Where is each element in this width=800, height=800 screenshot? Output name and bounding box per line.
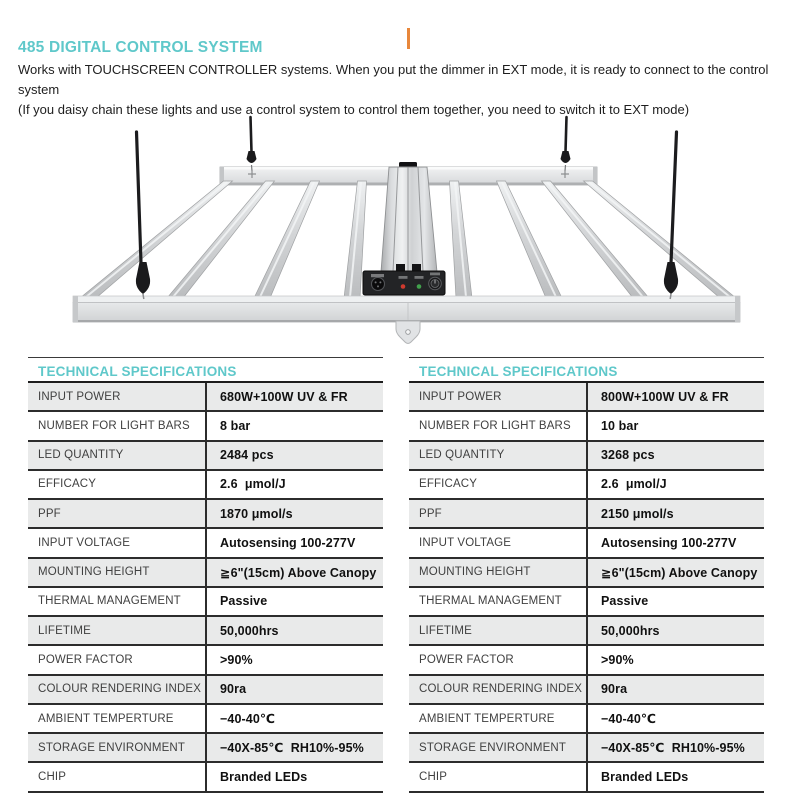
spec-label: LED QUANTITY [28, 442, 207, 469]
spec-value: −40-40℃ [601, 712, 657, 727]
spec-value: 800W+100W UV & FR [601, 389, 729, 404]
spec-table-header: TECHNICAL SPECIFICATIONS [409, 358, 764, 383]
spec-label: AMBIENT TEMPERTURE [409, 705, 588, 732]
spec-label: MOUNTING HEIGHT [409, 559, 588, 586]
table-row [28, 559, 383, 588]
page-title: 485 DIGITAL CONTROL SYSTEM [18, 39, 263, 56]
table-row [28, 412, 383, 441]
power-connector-icon [372, 278, 385, 291]
spec-value: 2150 μmol/s [601, 506, 674, 521]
table-row [409, 383, 764, 412]
spec-label: COLOUR RENDERING INDEX [409, 676, 588, 703]
spec-table-800w [409, 357, 764, 793]
spec-label: POWER FACTOR [28, 646, 207, 673]
table-row [409, 588, 764, 617]
spec-label: LIFETIME [28, 617, 207, 644]
hanger-wire-outer-right [664, 132, 678, 299]
spec-value: >90% [601, 653, 634, 668]
spec-label: THERMAL MANAGEMENT [409, 588, 588, 615]
spec-value: −40X-85℃ RH10%-95% [220, 741, 364, 756]
spec-label: EFFICACY [28, 471, 207, 498]
spec-value: Passive [601, 594, 649, 609]
table-row [409, 763, 764, 792]
spec-value: Branded LEDs [601, 770, 689, 785]
spec-value: >90% [220, 653, 253, 668]
spec-label: STORAGE ENVIRONMENT [28, 734, 207, 761]
spec-label: THERMAL MANAGEMENT [28, 588, 207, 615]
hanger-wire-outer-left [136, 132, 150, 299]
spec-label: NUMBER FOR LIGHT BARS [409, 412, 588, 439]
green-indicator-light [417, 284, 422, 289]
table-row [409, 676, 764, 705]
red-indicator-light [401, 284, 406, 289]
spec-label: COLOUR RENDERING INDEX [28, 676, 207, 703]
spec-label: EFFICACY [409, 471, 588, 498]
table-row [28, 676, 383, 705]
table-row [409, 617, 764, 646]
table-row [28, 646, 383, 675]
table-row [28, 500, 383, 529]
spec-value: 8 bar [220, 418, 251, 433]
spec-value: Autosensing 100-277V [601, 535, 737, 550]
table-row [28, 442, 383, 471]
spec-value: 50,000hrs [220, 623, 279, 638]
description-line-2: (If you daisy chain these lights and use a control system to control them together, you need to switch it to EXT mode) [18, 102, 690, 117]
table-row [28, 763, 383, 792]
spec-label: INPUT POWER [28, 383, 207, 410]
table-row [28, 734, 383, 763]
spec-value: 50,000hrs [601, 623, 660, 638]
spec-label: INPUT POWER [409, 383, 588, 410]
table-row [409, 646, 764, 675]
spec-label: LED QUANTITY [409, 442, 588, 469]
table-row [28, 529, 383, 558]
table-row [28, 383, 383, 412]
table-row [28, 588, 383, 617]
spec-value: 2.6 μmol/J [220, 477, 286, 492]
table-row [409, 500, 764, 529]
spec-label: PPF [28, 500, 207, 527]
spec-label: PPF [409, 500, 588, 527]
spec-label: AMBIENT TEMPERTURE [28, 705, 207, 732]
spec-label: CHIP [28, 763, 207, 790]
spec-value: −40-40℃ [220, 712, 276, 727]
spec-value: 2484 pcs [220, 448, 274, 463]
spec-value: 90ra [220, 682, 247, 697]
spec-value: −40X-85℃ RH10%-95% [601, 741, 745, 756]
description-line-1: Works with TOUCHSCREEN CONTROLLER systems. When you put the dimmer in EXT mode, it is ready to connect to the control system [18, 62, 769, 97]
table-row [409, 471, 764, 500]
spec-label: STORAGE ENVIRONMENT [409, 734, 588, 761]
spec-table-header: TECHNICAL SPECIFICATIONS [28, 358, 383, 383]
spec-label: CHIP [409, 763, 588, 790]
table-row [409, 412, 764, 441]
spec-value: 10 bar [601, 418, 639, 433]
table-row [409, 442, 764, 471]
table-row [28, 471, 383, 500]
spec-value: 90ra [601, 682, 628, 697]
spec-table-680w [28, 357, 383, 793]
table-row [28, 705, 383, 734]
spec-label: NUMBER FOR LIGHT BARS [28, 412, 207, 439]
spec-value: ≧6"(15cm) Above Canopy [601, 565, 758, 580]
table-row [409, 529, 764, 558]
spec-label: MOUNTING HEIGHT [28, 559, 207, 586]
spec-label: INPUT VOLTAGE [409, 529, 588, 556]
spec-label: LIFETIME [409, 617, 588, 644]
spec-value: Branded LEDs [220, 770, 308, 785]
spec-label: INPUT VOLTAGE [28, 529, 207, 556]
led-grow-light-illustration [0, 105, 800, 350]
spec-value: ≧6"(15cm) Above Canopy [220, 565, 377, 580]
spec-value: Autosensing 100-277V [220, 535, 356, 550]
table-row [28, 617, 383, 646]
spec-value: 3268 pcs [601, 448, 655, 463]
table-row [409, 705, 764, 734]
spec-value: 680W+100W UV & FR [220, 389, 348, 404]
tab-hole [406, 330, 411, 335]
spec-value: Passive [220, 594, 268, 609]
orange-tick-decoration [407, 28, 410, 49]
spec-label: POWER FACTOR [409, 646, 588, 673]
spec-value: 2.6 μmol/J [601, 477, 667, 492]
table-row [409, 559, 764, 588]
table-row [409, 734, 764, 763]
front-rail [73, 296, 740, 344]
spec-value: 1870 μmol/s [220, 506, 293, 521]
